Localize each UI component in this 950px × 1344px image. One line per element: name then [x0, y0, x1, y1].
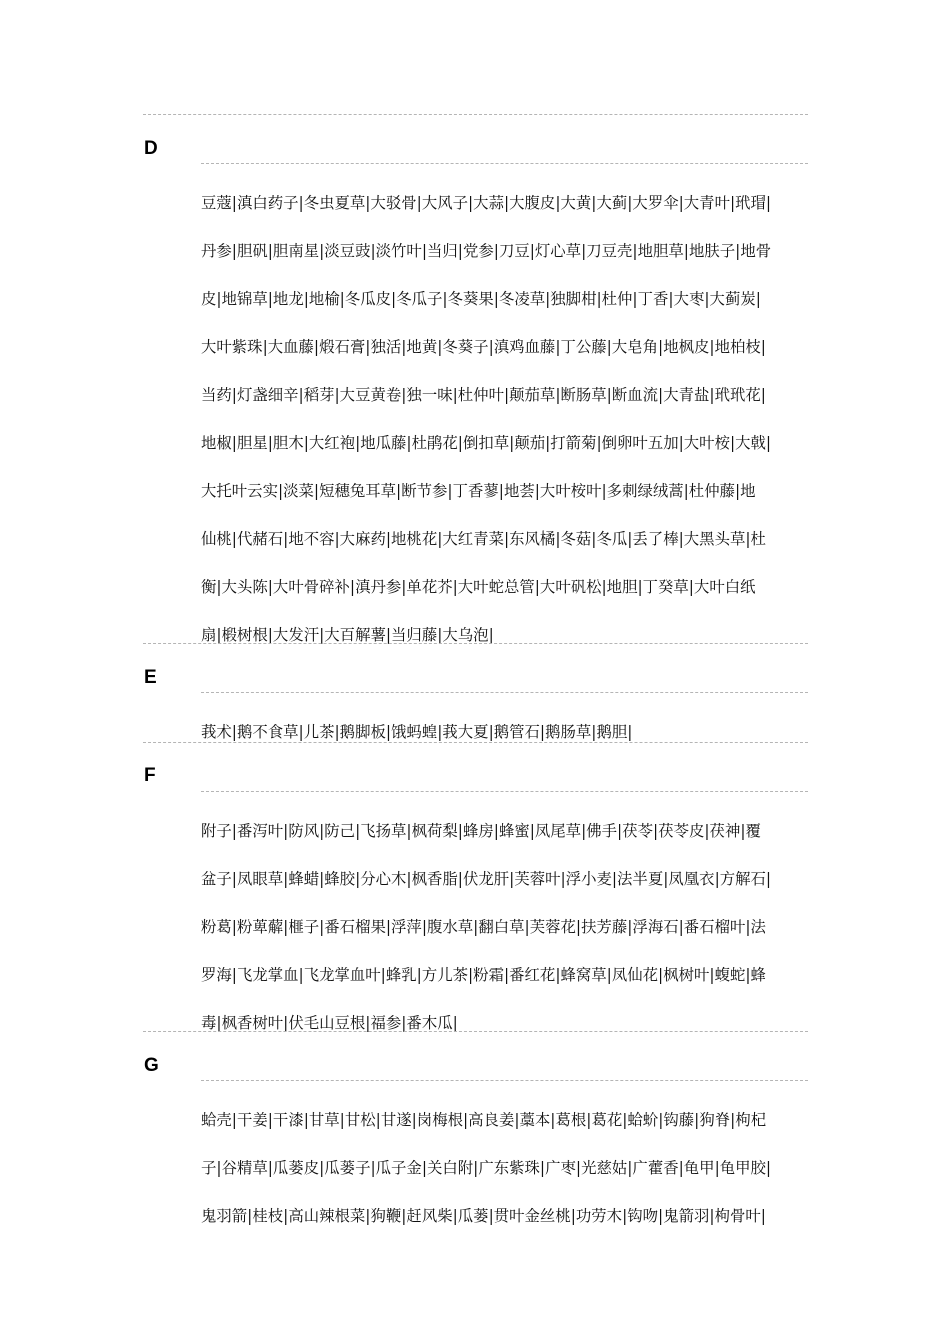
text-line: 粉葛|粉萆薢|榧子|番石榴果|浮萍|腹水草|翻白草|芙蓉花|扶芳藤|浮海石|番石榴叶|法: [201, 918, 766, 936]
text-line: 大托叶云实|淡菜|短穗兔耳草|断节参|丁香蓼|地荟|大叶桉叶|多刺绿绒蒿|杜仲藤|地: [201, 482, 756, 500]
text-line: 罗海|飞龙掌血|飞龙掌血叶|蜂乳|方儿茶|粉霜|番红花|蜂窝草|凤仙花|枫树叶|蝮蛇|蜂: [201, 966, 766, 984]
text-line: 扇|椴树根|大发汗|大百解薯|当归藤|大乌泡|: [201, 626, 494, 644]
section-e-content: [201, 722, 813, 770]
section-g-header-divider: [201, 1080, 808, 1081]
section-f-header-divider: [201, 791, 808, 792]
section-e-top-divider: [143, 643, 808, 644]
section-g-letter: G: [144, 1055, 159, 1076]
section-f-content: [201, 821, 813, 1061]
section-d-header-divider: [201, 163, 808, 164]
text-line: 豆蔻|滇白药子|冬虫夏草|大驳骨|大风子|大蒜|大腹皮|大黄|大蓟|大罗伞|大青叶|玳瑁|: [201, 194, 772, 212]
section-g-content: [201, 1110, 813, 1254]
text-line: 地椒|胆星|胆木|大红袍|地瓜藤|杜鹃花|倒扣草|颠茄|打箭菊|倒卵叶五加|大叶桉|大戟|: [201, 434, 772, 452]
text-line: 仙桃|代赭石|地不容|大麻药|地桃花|大红青菜|东风橘|冬菇|冬瓜|丢了棒|大黑头草|杜: [201, 530, 766, 548]
text-line: 衡|大头陈|大叶骨碎补|滇丹参|单花芥|大叶蛇总管|大叶矾松|地胆|丁癸草|大叶白纸: [201, 578, 756, 596]
section-f-top-divider: [143, 742, 808, 743]
text-line: 蛤壳|干姜|干漆|甘草|甘松|甘遂|岗梅根|高良姜|藁本|葛根|葛花|蛤蚧|钩藤|狗脊|枸杞: [201, 1111, 767, 1129]
text-line: 莪术|鹅不食草|儿茶|鹅脚板|饿蚂蝗|莪大夏|鹅管石|鹅肠草|鹅胆|: [201, 723, 633, 741]
section-d-content: [201, 193, 813, 673]
section-g-top-divider: [143, 1031, 808, 1032]
text-line: 子|谷精草|瓜蒌皮|瓜蒌子|瓜子金|关白附|广东紫珠|广枣|光慈姑|广藿香|龟甲|龟甲胶|: [201, 1159, 772, 1177]
section-e-header-divider: [201, 692, 808, 693]
section-d-letter: D: [144, 138, 158, 159]
text-line: 盆子|凤眼草|蜂蜡|蜂胶|分心木|枫香脂|伏龙肝|芙蓉叶|浮小麦|法半夏|凤凰衣|方解石|: [201, 870, 772, 888]
text-line: 附子|番泻叶|防风|防己|飞扬草|枫荷梨|蜂房|蜂蜜|凤尾草|佛手|茯苓|茯苓皮|茯神|覆: [201, 822, 761, 840]
section-d-top-divider: [143, 114, 808, 115]
text-line: 大叶紫珠|大血藤|煅石膏|独活|地黄|冬葵子|滇鸡血藤|丁公藤|大皂角|地枫皮|地柏枝|: [201, 338, 766, 356]
section-f-letter: F: [144, 765, 156, 786]
text-line: 毒|枫香树叶|伏毛山豆根|福参|番木瓜|: [201, 1014, 458, 1032]
section-e-letter: E: [144, 667, 157, 688]
text-line: 鬼羽箭|桂枝|高山辣根菜|狗鞭|赶风柴|瓜蒌|贯叶金丝桃|功劳木|钩吻|鬼箭羽|枸骨叶|: [201, 1207, 766, 1225]
text-line: 当药|灯盏细辛|稻芽|大豆黄卷|独一味|杜仲叶|颠茄草|断肠草|断血流|大青盐|玳玳花|: [201, 386, 766, 404]
text-line: 皮|地锦草|地龙|地榆|冬瓜皮|冬瓜子|冬葵果|冬凌草|独脚柑|杜仲|丁香|大枣|大蓟炭|: [201, 290, 761, 308]
text-line: 丹参|胆矾|胆南星|淡豆豉|淡竹叶|当归|党参|刀豆|灯心草|刀豆壳|地胆草|地肤子|地骨: [201, 242, 772, 260]
